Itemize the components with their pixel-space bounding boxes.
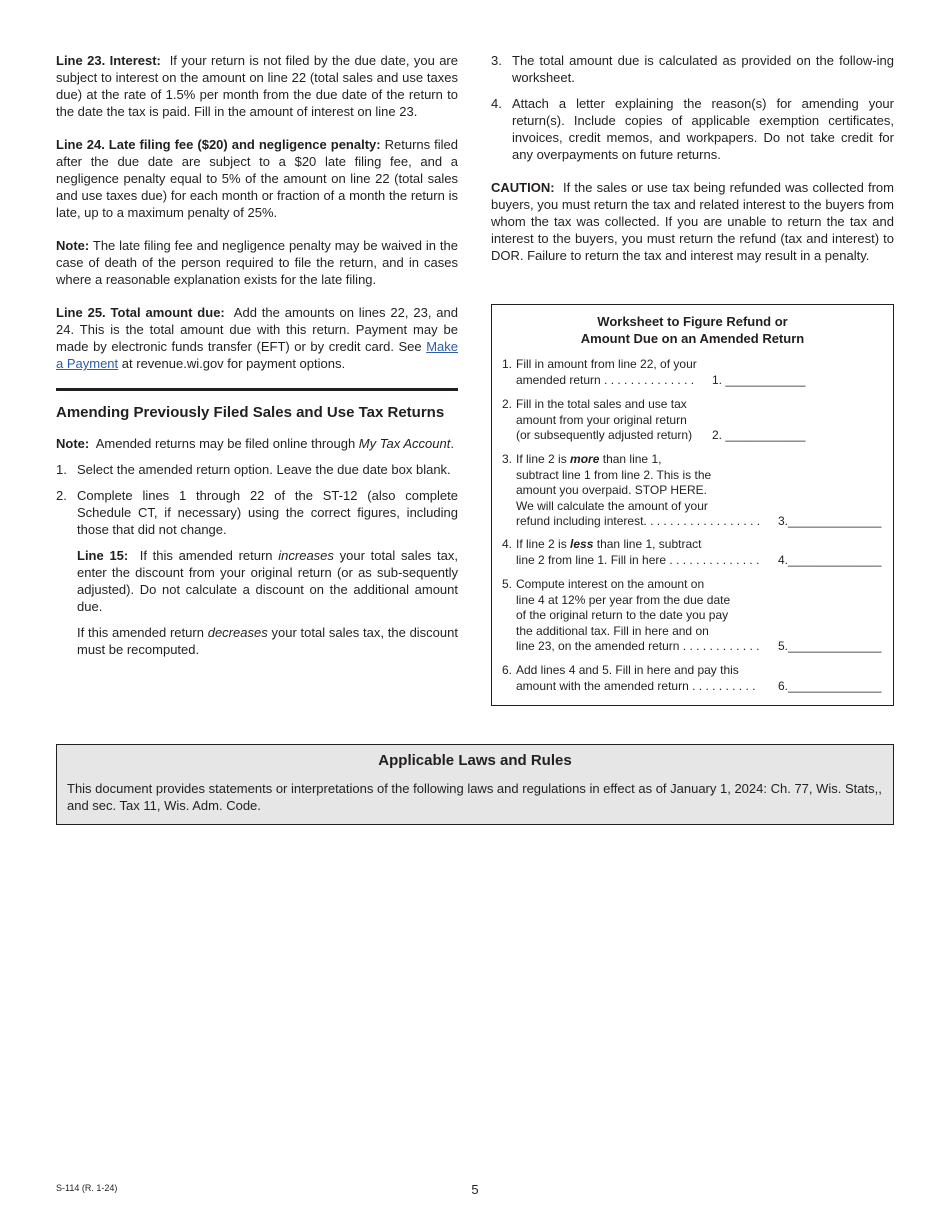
worksheet-line-6 — [502, 663, 885, 694]
decrease-paragraph — [77, 624, 458, 658]
line25-text: Add the amounts on lines 22, 23, and 24. This is the total amount due with this return. Payment may be made by electronic funds transfer (EFT) or by credit card. See — [56, 305, 458, 354]
more-text: more — [570, 452, 600, 466]
worksheet-line-text: amended return . . . . . . . . . . . . . . — [516, 372, 695, 387]
list-item — [56, 487, 458, 538]
worksheet-answer-4: 4.______________ — [778, 552, 882, 567]
note-amended-online — [56, 435, 458, 452]
section-divider — [56, 388, 458, 391]
list-item — [56, 461, 458, 478]
less-text: less — [570, 537, 594, 551]
worksheet-line-number: 4. — [502, 537, 513, 551]
worksheet-line-text: Fill in the total sales and use tax — [516, 397, 687, 411]
worksheet-line-number: 3. — [502, 452, 513, 466]
worksheet-answer-3: 3.______________ — [778, 514, 882, 529]
worksheet-line-text: line 4 at 12% per year from the due date — [516, 592, 731, 607]
note-end: . — [450, 436, 454, 451]
form-number: S-114 (R. 1-24) — [56, 1183, 118, 1193]
worksheet-line-text: If line 2 is — [516, 452, 567, 466]
worksheet-title-line2: Amount Due on an Amended Return — [580, 331, 805, 346]
list-number: 1. — [56, 462, 67, 477]
note-label: Note: — [56, 238, 90, 253]
worksheet-line-text: than line 1, — [602, 452, 662, 466]
line15-label: Line 15: — [77, 548, 129, 563]
worksheet-line-3 — [502, 452, 885, 530]
caution-text: If the sales or use tax being refunded was collected from buyers, you must return the tax and related interest to the buyers from whom the tax was collected. If you are unable to return the tax and interest to the buyers, you must return the refund (tax and interest) to DOR. Failure to return the tax and interest may result in a penalty. — [491, 180, 894, 263]
list-item — [491, 52, 894, 86]
line15-post: your total sales tax, enter the discount from your original return (or as sub-sequently adjusted). Do not calculate a discount on the additional amount due. — [77, 548, 458, 614]
applicable-laws-box — [56, 744, 894, 825]
list-text: Select the amended return option. Leave the due date box blank. — [77, 462, 451, 477]
line25-text-after: at revenue.wi.gov for payment options. — [121, 356, 346, 371]
worksheet-line-4 — [502, 537, 885, 568]
line25-paragraph — [56, 304, 458, 372]
line24-paragraph — [56, 136, 458, 221]
worksheet-line-text: If line 2 is — [516, 537, 567, 551]
note-label: Note: — [56, 436, 90, 451]
increases-text: increases — [278, 548, 334, 563]
worksheet-line-text: Add lines 4 and 5. Fill in here and pay this — [516, 663, 739, 677]
worksheet-line-text: Compute interest on the amount on — [516, 577, 705, 591]
worksheet-line-text: of the original return to the date you pay — [516, 608, 729, 623]
worksheet-line-text: the additional tax. Fill in here and on — [516, 623, 709, 638]
list-item — [491, 95, 894, 163]
line23-paragraph — [56, 52, 458, 120]
worksheet-line-text: subtract line 1 from line 2. This is the — [516, 467, 712, 482]
line23-text: If your return is not filed by the due date, you are subject to interest on the amount on line 22 (total sales and use taxes due) at the rate of 1.5% per month from the due date of the return to the date the tax is paid. Fill in the amount of interest on line 23. — [56, 53, 458, 119]
right-column — [491, 52, 894, 280]
list-number: 2. — [56, 488, 67, 503]
make-a-payment-link[interactable]: Make a Payment — [56, 339, 458, 371]
worksheet-line-text: refund including interest. . . . . . . . . . . . . . . . . . — [516, 514, 761, 529]
worksheet-line-number: 2. — [502, 397, 513, 411]
decrease-pre: If this amended return — [77, 625, 204, 640]
worksheet-line-1 — [502, 357, 885, 388]
line24-text: Returns filed after the due date are subject to a $20 late filing fee, and a negligence penalty equal to 5% of the amount on line 22 (total sales and use taxes due) for each month or fraction of a month the return is late, up to a maximum penalty of 25%. — [56, 137, 458, 220]
caution-label: CAUTION: — [491, 180, 555, 195]
worksheet-line-text: amount with the amended return . . . . . . . . . . — [516, 678, 756, 693]
line24-label: Line 24. Late filing fee ($20) and negligence penalty: — [56, 137, 381, 152]
worksheet-answer-1: 1. ____________ — [712, 372, 806, 387]
worksheet-line-5 — [502, 577, 885, 655]
line23-label: Line 23. Interest: — [56, 53, 161, 68]
caution-paragraph — [491, 179, 894, 264]
worksheet-line-text: amount from your original return — [516, 412, 687, 427]
refund-worksheet — [491, 304, 894, 706]
worksheet-line-2 — [502, 397, 885, 444]
left-column — [56, 52, 458, 667]
laws-title: Applicable Laws and Rules — [378, 752, 572, 769]
worksheet-line-text: We will calculate the amount of your — [516, 498, 708, 513]
decrease-post: your total sales tax, the discount must be recomputed. — [77, 625, 458, 657]
worksheet-line-text: amount you overpaid. STOP HERE. — [516, 483, 707, 498]
worksheet-line-number: 5. — [502, 577, 513, 591]
note-text: Amended returns may be filed online through — [95, 436, 356, 451]
list-text: The total amount due is calculated as provided on the follow-ing worksheet. — [512, 53, 894, 85]
worksheet-line-text: (or subsequently adjusted return) — [516, 428, 693, 443]
worksheet-line-text: Fill in amount from line 22, of your — [516, 357, 697, 371]
worksheet-title — [492, 313, 893, 347]
list-text: Complete lines 1 through 22 of the ST-12 (also complete Schedule CT, if necessary) using the correct figures, including those that did not change. — [77, 488, 458, 537]
worksheet-answer-5: 5.______________ — [778, 639, 882, 654]
decreases-text: decreases — [207, 625, 268, 640]
worksheet-line-text: line 23, on the amended return . . . . . . . . . . . . — [516, 639, 760, 654]
amending-heading: Amending Previously Filed Sales and Use Tax Returns — [56, 404, 445, 421]
line25-label: Line 25. Total amount due: — [56, 305, 225, 320]
note-late-filing — [56, 237, 458, 288]
worksheet-answer-6: 6.______________ — [778, 678, 882, 693]
my-tax-account-text: My Tax Account — [358, 436, 451, 451]
worksheet-line-text: line 2 from line 1. Fill in here . . . . . . . . . . . . . . — [516, 552, 760, 567]
laws-text: This document provides statements or interpretations of the following laws and regulations in effect as of January 1, 2024: Ch. 77, Wis. Stats,, and sec. Tax 11, Wis. Adm. Code. — [67, 781, 882, 813]
worksheet-line-text: than line 1, subtract — [596, 537, 702, 551]
worksheet-answer-2: 2. ____________ — [712, 428, 806, 443]
worksheet-title-line1: Worksheet to Figure Refund or — [597, 314, 788, 329]
note-text: The late filing fee and negligence penalty may be waived in the case of death of the person required to file the return, and in cases where a reasonable explanation exists for the late filing. — [56, 238, 458, 287]
line15-paragraph — [77, 547, 458, 615]
list-text: Attach a letter explaining the reason(s) for amending your return(s). Include copies of applicable exemption certificates, invoices, credit memos, and workpapers. Do not take credit for any overpayments on future returns. — [512, 96, 894, 162]
list-number: 4. — [491, 96, 502, 111]
worksheet-line-number: 6. — [502, 663, 513, 677]
line15-pre: If this amended return — [139, 548, 273, 563]
page-number: 5 — [471, 1182, 479, 1197]
worksheet-line-number: 1. — [502, 357, 513, 371]
list-number: 3. — [491, 53, 502, 68]
